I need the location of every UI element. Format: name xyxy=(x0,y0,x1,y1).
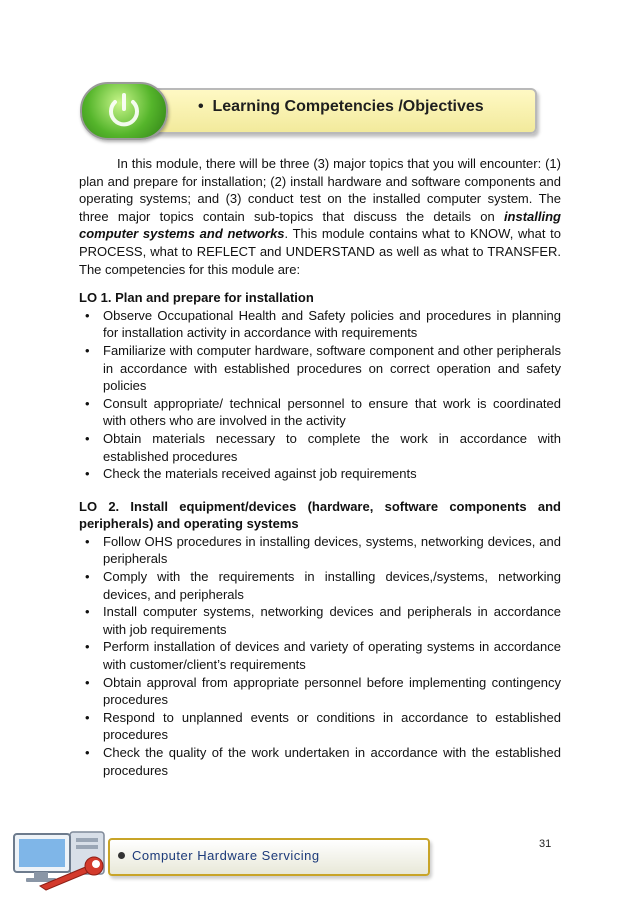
intro-paragraph xyxy=(79,155,561,278)
list-item xyxy=(79,533,561,568)
bullet: • xyxy=(85,709,90,725)
list-item xyxy=(79,342,561,395)
title-bullet: • xyxy=(198,98,204,115)
module-content xyxy=(79,155,561,779)
bullet: • xyxy=(85,342,90,358)
list-item xyxy=(79,568,561,603)
section-title xyxy=(198,98,484,116)
list-item-text: Observe Occupational Health and Safety policies and procedures in planning for installation activity in accordance with requirements xyxy=(103,307,561,341)
list-item xyxy=(79,709,561,744)
list-item-text: Perform installation of devices and variety of operating systems in accordance with customer/client’s requirements xyxy=(103,639,561,673)
bullet: • xyxy=(85,674,90,690)
bullet: • xyxy=(85,395,90,411)
list-item xyxy=(79,307,561,342)
list-item xyxy=(79,638,561,673)
section-banner xyxy=(80,82,535,134)
list-item-text: Obtain approval from appropriate personnel before implementing contingency procedures xyxy=(103,674,561,708)
footer-banner xyxy=(10,826,425,886)
list-item-text: Familiarize with computer hardware, software component and other peripherals in accordance with established procedures on correct operation and safety policies xyxy=(103,342,561,394)
list-item xyxy=(79,465,561,483)
footer-title: Computer Hardware Servicing xyxy=(132,848,320,863)
list-item-text: Check the materials received against job requirements xyxy=(103,466,417,482)
bullet: • xyxy=(85,604,90,620)
bullet: • xyxy=(85,533,90,549)
bullet: • xyxy=(85,466,90,482)
intro-text-1: In this module, there will be three (3) major topics that you will encounter: (1) plan and prepare for installation; (2) install hardware and software components and operating systems; and (3) conduct test on the installed computer system. The three major topics contain sub-topics that discuss the details on xyxy=(79,156,561,224)
list-item xyxy=(79,744,561,779)
lo1-heading: LO 1. Plan and prepare for installation xyxy=(79,290,314,306)
bullet: • xyxy=(85,307,90,323)
bullet: • xyxy=(85,430,90,446)
intro-text-2: . This module contains what to KNOW, what to PROCESS, what to REFLECT and UNDERSTAND as well as what to TRANSFER. The competencies for this module are: xyxy=(79,226,561,277)
list-item xyxy=(79,430,561,465)
list-item-text: Check the quality of the work undertaken in accordance with the established procedures xyxy=(103,745,561,778)
list-item xyxy=(79,395,561,430)
list-item-text: Respond to unplanned events or conditions in accordance to established procedures xyxy=(103,709,561,743)
lo1-list xyxy=(79,307,561,483)
lo2-heading: LO 2. Install equipment/devices (hardware, software components and peripherals) and operating systems xyxy=(79,498,561,532)
list-item-text: Consult appropriate/ technical personnel to ensure that work is coordinated with others who are involved in the activity xyxy=(103,395,561,429)
list-item xyxy=(79,674,561,709)
bullet: • xyxy=(85,569,90,585)
bullet: • xyxy=(85,639,90,655)
intro-emphasis: installing computer systems and networks xyxy=(79,208,561,242)
bullet: • xyxy=(85,745,90,760)
page-number: 31 xyxy=(539,838,552,850)
power-icon xyxy=(102,92,146,130)
list-item-text: Comply with the requirements in installing devices,/systems, networking devices, and peripherals xyxy=(103,569,561,602)
title-text: Learning Competencies /Objectives xyxy=(212,98,484,115)
list-item-text: Install computer systems, networking devices and peripherals in accordance with job requirements xyxy=(103,604,561,637)
list-item-text: Follow OHS procedures in installing devices, systems, networking devices, and peripherals xyxy=(103,533,561,567)
computer-wrench-icon xyxy=(10,826,120,892)
power-button-graphic xyxy=(80,82,168,140)
list-item-text: Obtain materials necessary to complete the work in accordance with established procedures xyxy=(103,430,561,464)
lo2-list xyxy=(79,533,561,779)
list-item xyxy=(79,603,561,638)
